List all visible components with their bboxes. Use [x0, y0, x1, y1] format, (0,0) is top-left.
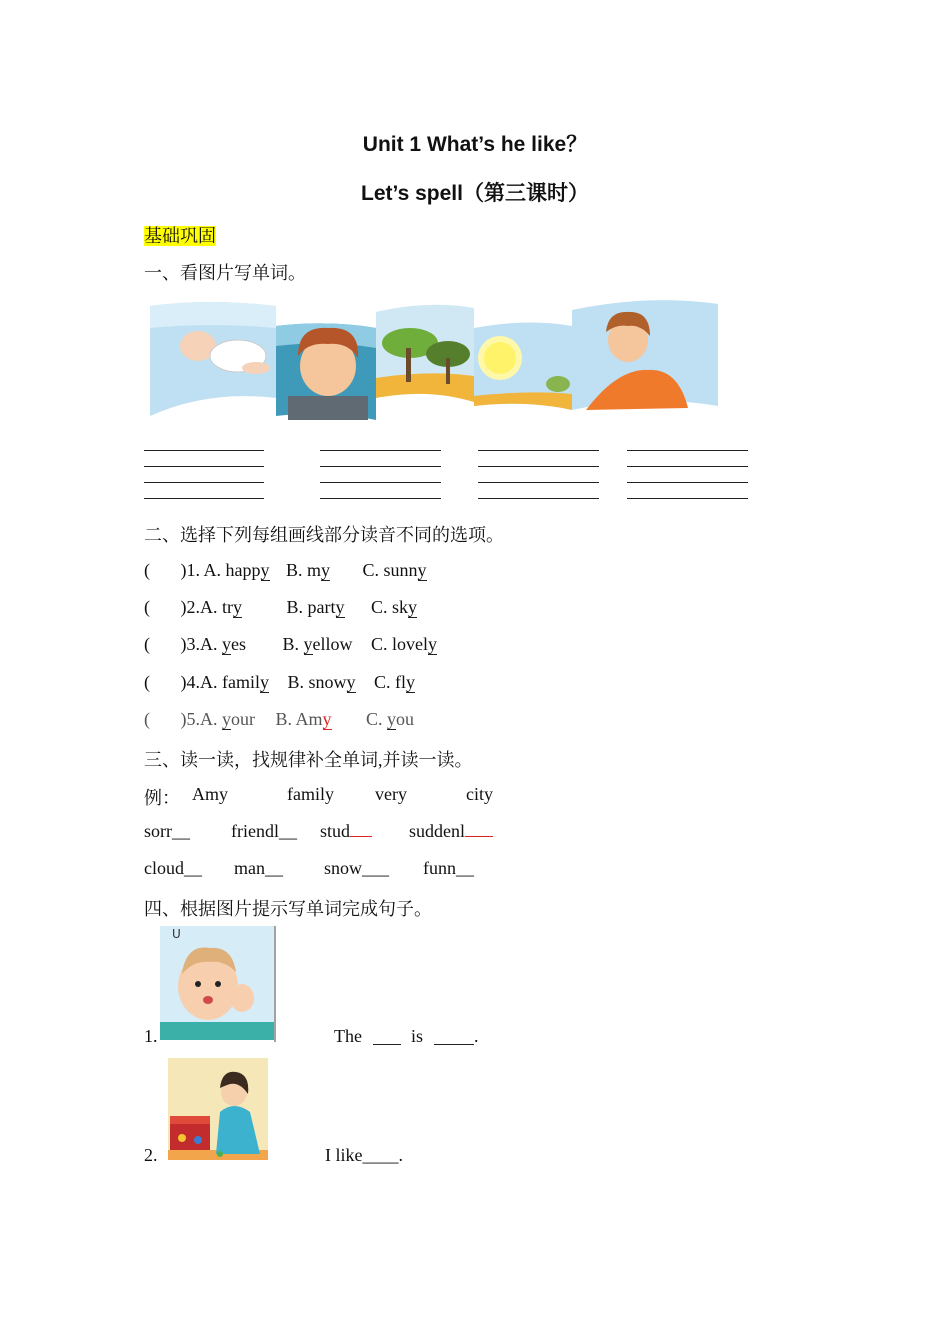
- question-option-c: C.: [366, 709, 388, 729]
- answer-line[interactable]: [144, 498, 264, 499]
- paren: (: [144, 597, 150, 617]
- sentence-is: is: [411, 1026, 424, 1046]
- question-option-b: B.: [282, 634, 304, 654]
- underlined-letter: y: [387, 709, 397, 729]
- part4-heading: 四、根据图片提示写单词完成句子。: [144, 899, 432, 919]
- question-option-c: C. sunn: [362, 560, 418, 580]
- fill-word: cloud__: [144, 858, 202, 878]
- sunny-picture: [474, 322, 572, 410]
- fill-word: man__: [234, 858, 283, 878]
- answer-line[interactable]: [627, 450, 748, 451]
- question-row: [144, 597, 417, 618]
- answer-line[interactable]: [478, 482, 599, 483]
- windy-trees-picture: [376, 305, 474, 402]
- baby-picture: [160, 926, 278, 1042]
- underlined-letter: y: [406, 672, 416, 692]
- fill-word: snow___: [324, 858, 390, 878]
- period: .: [474, 1026, 479, 1046]
- question-option-a: )4.A. famil: [180, 672, 260, 692]
- part1-heading: 一、看图片写单词。: [144, 263, 306, 283]
- question-option-a: )1. A. happ: [180, 560, 261, 580]
- word-rest: es: [231, 634, 246, 654]
- underlined-letter: y: [259, 672, 269, 692]
- underlined-letter: y: [322, 709, 332, 729]
- underlined-letter: y: [408, 597, 418, 617]
- curly-hair-boy-picture: [276, 323, 376, 420]
- question-option-c: C. fl: [374, 672, 407, 692]
- sentence-the: The: [334, 1026, 362, 1046]
- fill-word: funn__: [423, 858, 474, 878]
- underlined-letter: y: [335, 597, 345, 617]
- girl-with-toys-picture: [168, 1058, 268, 1160]
- paren: (: [144, 560, 150, 580]
- answer-line[interactable]: [478, 498, 599, 499]
- question-option-b: B. snow: [287, 672, 347, 692]
- answer-line[interactable]: [320, 482, 441, 483]
- question-option-b: B. m: [286, 560, 322, 580]
- blank-3[interactable]: ____.: [362, 1145, 403, 1165]
- red-blank[interactable]: [465, 835, 493, 837]
- paren: (: [144, 709, 150, 729]
- underlined-letter: y: [222, 709, 231, 729]
- fill-word-stem: stud: [320, 821, 351, 841]
- question-option-b: B. Am: [275, 709, 323, 729]
- fill-word: sorr__: [144, 821, 190, 841]
- question-option-c: C. sk: [371, 597, 409, 617]
- answer-line[interactable]: [627, 482, 748, 483]
- picture-strip: [148, 298, 720, 424]
- svg-text:U: U: [172, 927, 181, 941]
- question-option-a: )3.A.: [180, 634, 222, 654]
- word-rest: ellow: [312, 634, 353, 654]
- underlined-letter: y: [222, 634, 231, 654]
- question-option-c: C. lovel: [371, 634, 429, 654]
- answer-line[interactable]: [478, 466, 599, 467]
- question-row: [144, 672, 415, 693]
- fill-word: friendl__: [231, 821, 297, 841]
- part2-heading: 二、选择下列每组画线部分读音不同的选项。: [144, 525, 504, 545]
- question-option-a: )5.A.: [180, 709, 222, 729]
- example-word: very: [375, 784, 407, 804]
- answer-line[interactable]: [478, 450, 599, 451]
- sentence-i-like-text: I like: [325, 1145, 363, 1165]
- question-option-b: B. part: [286, 597, 336, 617]
- example-word: family: [287, 784, 334, 804]
- question-option-a: )2.A. tr: [180, 597, 233, 617]
- example-word: Amy: [192, 784, 228, 804]
- question-number: 1.: [144, 1026, 158, 1046]
- part3-heading: 三、读一读，找规律补全单词,并读一读。: [144, 750, 473, 770]
- underlined-letter: y: [260, 560, 270, 580]
- question-row: [144, 634, 437, 655]
- fill-word: [320, 821, 372, 842]
- sentence-i-like: [325, 1145, 403, 1166]
- underlined-letter: y: [417, 560, 427, 580]
- paren: (: [144, 672, 150, 692]
- example-label: 例：: [144, 788, 180, 808]
- page-subtitle: Let’s spell（第三课时）: [361, 182, 589, 205]
- section-tag: [144, 222, 216, 248]
- fill-word: [409, 821, 493, 842]
- answer-line[interactable]: [144, 450, 264, 451]
- shy-boy-picture: [572, 300, 718, 410]
- sleeping-baby-picture: [150, 302, 276, 416]
- page-title: Unit 1 What’s he like？: [362, 133, 588, 156]
- fill-word-stem: suddenl: [409, 821, 465, 841]
- underlined-letter: y: [428, 634, 438, 654]
- blank-2[interactable]: [434, 1044, 474, 1045]
- answer-line[interactable]: [627, 466, 748, 467]
- question-number: 2.: [144, 1145, 158, 1165]
- answer-line[interactable]: [144, 466, 264, 467]
- paren: (: [144, 634, 150, 654]
- blank-1[interactable]: [373, 1044, 401, 1045]
- underlined-letter: y: [346, 672, 356, 692]
- question-row: [144, 709, 414, 730]
- underlined-letter: y: [321, 560, 331, 580]
- underlined-letter: y: [303, 634, 313, 654]
- word-rest: ou: [396, 709, 415, 729]
- answer-line[interactable]: [320, 450, 441, 451]
- word-rest: our: [231, 709, 255, 729]
- underlined-letter: y: [233, 597, 242, 617]
- example-word: city: [466, 784, 493, 804]
- answer-line[interactable]: [627, 498, 748, 499]
- answer-line[interactable]: [144, 482, 264, 483]
- red-blank[interactable]: [350, 835, 372, 837]
- question-row: [144, 560, 427, 581]
- section-tag-label: 基础巩固: [144, 226, 216, 246]
- answer-line[interactable]: [320, 498, 441, 499]
- answer-line[interactable]: [320, 466, 441, 467]
